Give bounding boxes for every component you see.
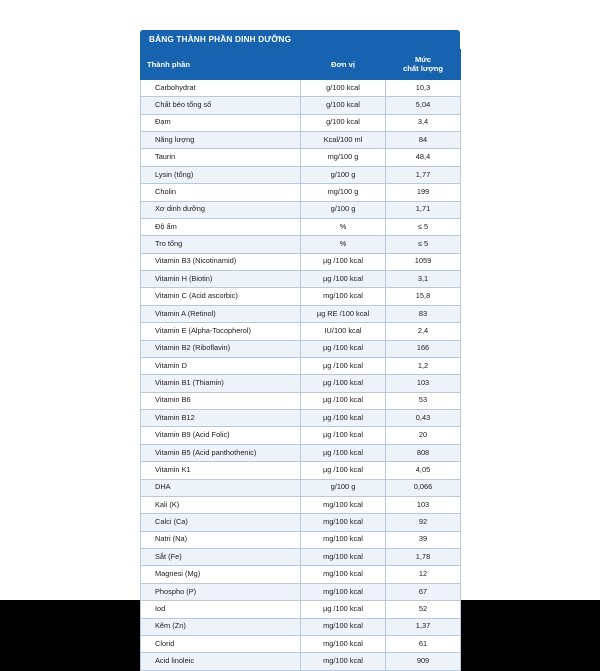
cell-ingredient: Phospho (P) [141,583,301,600]
cell-unit: µg RE /100 kcal [301,305,386,322]
cell-value: ≤ 5 [386,236,461,253]
cell-value: 1,37 [386,618,461,635]
cell-unit: % [301,236,386,253]
cell-ingredient: Vitamin B1 (Thiamin) [141,375,301,392]
cell-unit: % [301,218,386,235]
cell-value: 67 [386,583,461,600]
cell-ingredient: Vitamin H (Biotin) [141,271,301,288]
page-title: BẢNG THÀNH PHẦN DINH DƯỠNG [140,30,460,49]
cell-unit: g/100 kcal [301,97,386,114]
table-row [141,462,461,479]
cell-unit: g/100 g [301,479,386,496]
cell-value: 1,77 [386,166,461,183]
table-row [141,496,461,513]
table-row [141,340,461,357]
table-header-row [141,50,461,80]
table-row [141,323,461,340]
table-row [141,114,461,131]
cell-unit: µg /100 kcal [301,253,386,270]
cell-value: 10,3 [386,79,461,96]
cell-ingredient: Vitamin B12 [141,410,301,427]
table-row [141,427,461,444]
table-row [141,444,461,461]
table-row [141,514,461,531]
cell-ingredient: Vitamin B5 (Acid panthothenic) [141,444,301,461]
cell-unit: mg/100 kcal [301,288,386,305]
cell-ingredient: Đạm [141,114,301,131]
cell-ingredient: Acid linoleic [141,653,301,670]
cell-value: 61 [386,635,461,652]
cell-value: 199 [386,184,461,201]
cell-unit: µg /100 kcal [301,410,386,427]
cell-unit: mg/100 kcal [301,618,386,635]
table-row [141,566,461,583]
table-row [141,392,461,409]
cell-unit: µg /100 kcal [301,392,386,409]
cell-value: 5,04 [386,97,461,114]
cell-unit: mg/100 kcal [301,531,386,548]
cell-ingredient: Cholin [141,184,301,201]
cell-unit: mg/100 kcal [301,566,386,583]
nutrition-table [140,49,461,671]
cell-ingredient: Iod [141,601,301,618]
table-row [141,601,461,618]
cell-value: 1,2 [386,357,461,374]
column-header-unit: Đơn vị [301,50,386,80]
cell-unit: IU/100 kcal [301,323,386,340]
cell-value: 52 [386,601,461,618]
cell-value: 909 [386,653,461,670]
table-body [141,79,461,670]
cell-ingredient: Vitamin B6 [141,392,301,409]
cell-value: 2,4 [386,323,461,340]
cell-ingredient: Xơ dinh dưỡng [141,201,301,218]
table-row [141,531,461,548]
table-row [141,479,461,496]
table-row [141,375,461,392]
cell-ingredient: Lysin (tổng) [141,166,301,183]
cell-value: 53 [386,392,461,409]
cell-value: 103 [386,375,461,392]
cell-ingredient: Vitamin E (Alpha-Tocopherol) [141,323,301,340]
cell-value: 0,066 [386,479,461,496]
cell-unit: µg /100 kcal [301,357,386,374]
cell-ingredient: Độ ẩm [141,218,301,235]
cell-unit: g/100 kcal [301,114,386,131]
cell-unit: g/100 g [301,166,386,183]
cell-value: 48,4 [386,149,461,166]
cell-value: 20 [386,427,461,444]
cell-ingredient: Magnesi (Mg) [141,566,301,583]
cell-ingredient: Vitamin C (Acid ascorbic) [141,288,301,305]
cell-value: 83 [386,305,461,322]
table-row [141,583,461,600]
cell-unit: µg /100 kcal [301,601,386,618]
cell-ingredient: Taurin [141,149,301,166]
table-row [141,549,461,566]
cell-unit: g/100 g [301,201,386,218]
cell-ingredient: DHA [141,479,301,496]
column-header-amount-line2: chất lượng [402,64,443,74]
cell-value: 1,71 [386,201,461,218]
cell-ingredient: Chất béo tổng số [141,97,301,114]
table-row [141,166,461,183]
cell-unit: Kcal/100 ml [301,132,386,149]
table-row [141,79,461,96]
cell-ingredient: Vitamin B9 (Acid Folic) [141,427,301,444]
cell-value: 92 [386,514,461,531]
cell-value: 12 [386,566,461,583]
cell-ingredient: Carbohydrat [141,79,301,96]
cell-ingredient: Kali (K) [141,496,301,513]
cell-unit: g/100 kcal [301,79,386,96]
cell-unit: µg /100 kcal [301,271,386,288]
cell-unit: mg/100 g [301,149,386,166]
cell-value: 1059 [386,253,461,270]
cell-unit: mg/100 kcal [301,635,386,652]
cell-value: 15,8 [386,288,461,305]
table-row [141,218,461,235]
cell-unit: mg/100 kcal [301,583,386,600]
cell-unit: µg /100 kcal [301,340,386,357]
cell-value: 3,4 [386,114,461,131]
cell-ingredient: Kẽm (Zn) [141,618,301,635]
cell-ingredient: Vitamin D [141,357,301,374]
table-row [141,201,461,218]
column-header-amount-line1: Mức [414,55,432,64]
table-row [141,271,461,288]
column-header-amount [386,50,461,80]
cell-unit: µg /100 kcal [301,444,386,461]
cell-unit: µg /100 kcal [301,375,386,392]
table-row [141,305,461,322]
cell-value: ≤ 5 [386,218,461,235]
cell-unit: mg/100 kcal [301,653,386,670]
table-row [141,357,461,374]
cell-ingredient: Sắt (Fe) [141,549,301,566]
cell-unit: mg/100 kcal [301,496,386,513]
table-row [141,410,461,427]
table-row [141,635,461,652]
table-row [141,149,461,166]
cell-ingredient: Vitamin B3 (Nicotinamid) [141,253,301,270]
column-header-ingredient: Thành phần [141,50,301,80]
table-row [141,132,461,149]
cell-ingredient: Natri (Na) [141,531,301,548]
table-row [141,236,461,253]
cell-ingredient: Vitamin A (Retinol) [141,305,301,322]
cell-ingredient: Clorid [141,635,301,652]
cell-value: 84 [386,132,461,149]
cell-unit: mg/100 kcal [301,549,386,566]
cell-value: 808 [386,444,461,461]
table-row [141,288,461,305]
cell-value: 166 [386,340,461,357]
cell-value: 0,43 [386,410,461,427]
cell-value: 1,78 [386,549,461,566]
cell-ingredient: Vitamin B2 (Riboflavin) [141,340,301,357]
cell-value: 103 [386,496,461,513]
cell-value: 3,1 [386,271,461,288]
cell-ingredient: Tro tổng [141,236,301,253]
cell-ingredient: Năng lượng [141,132,301,149]
table-row [141,97,461,114]
table-row [141,184,461,201]
cell-ingredient: Vitamin K1 [141,462,301,479]
table-row [141,618,461,635]
cell-unit: µg /100 kcal [301,462,386,479]
cell-value: 39 [386,531,461,548]
cell-value: 4,05 [386,462,461,479]
cell-unit: mg/100 g [301,184,386,201]
cell-unit: mg/100 kcal [301,514,386,531]
table-row [141,253,461,270]
nutrition-card [140,30,460,671]
cell-ingredient: Calci (Ca) [141,514,301,531]
cell-unit: µg /100 kcal [301,427,386,444]
table-row [141,653,461,670]
